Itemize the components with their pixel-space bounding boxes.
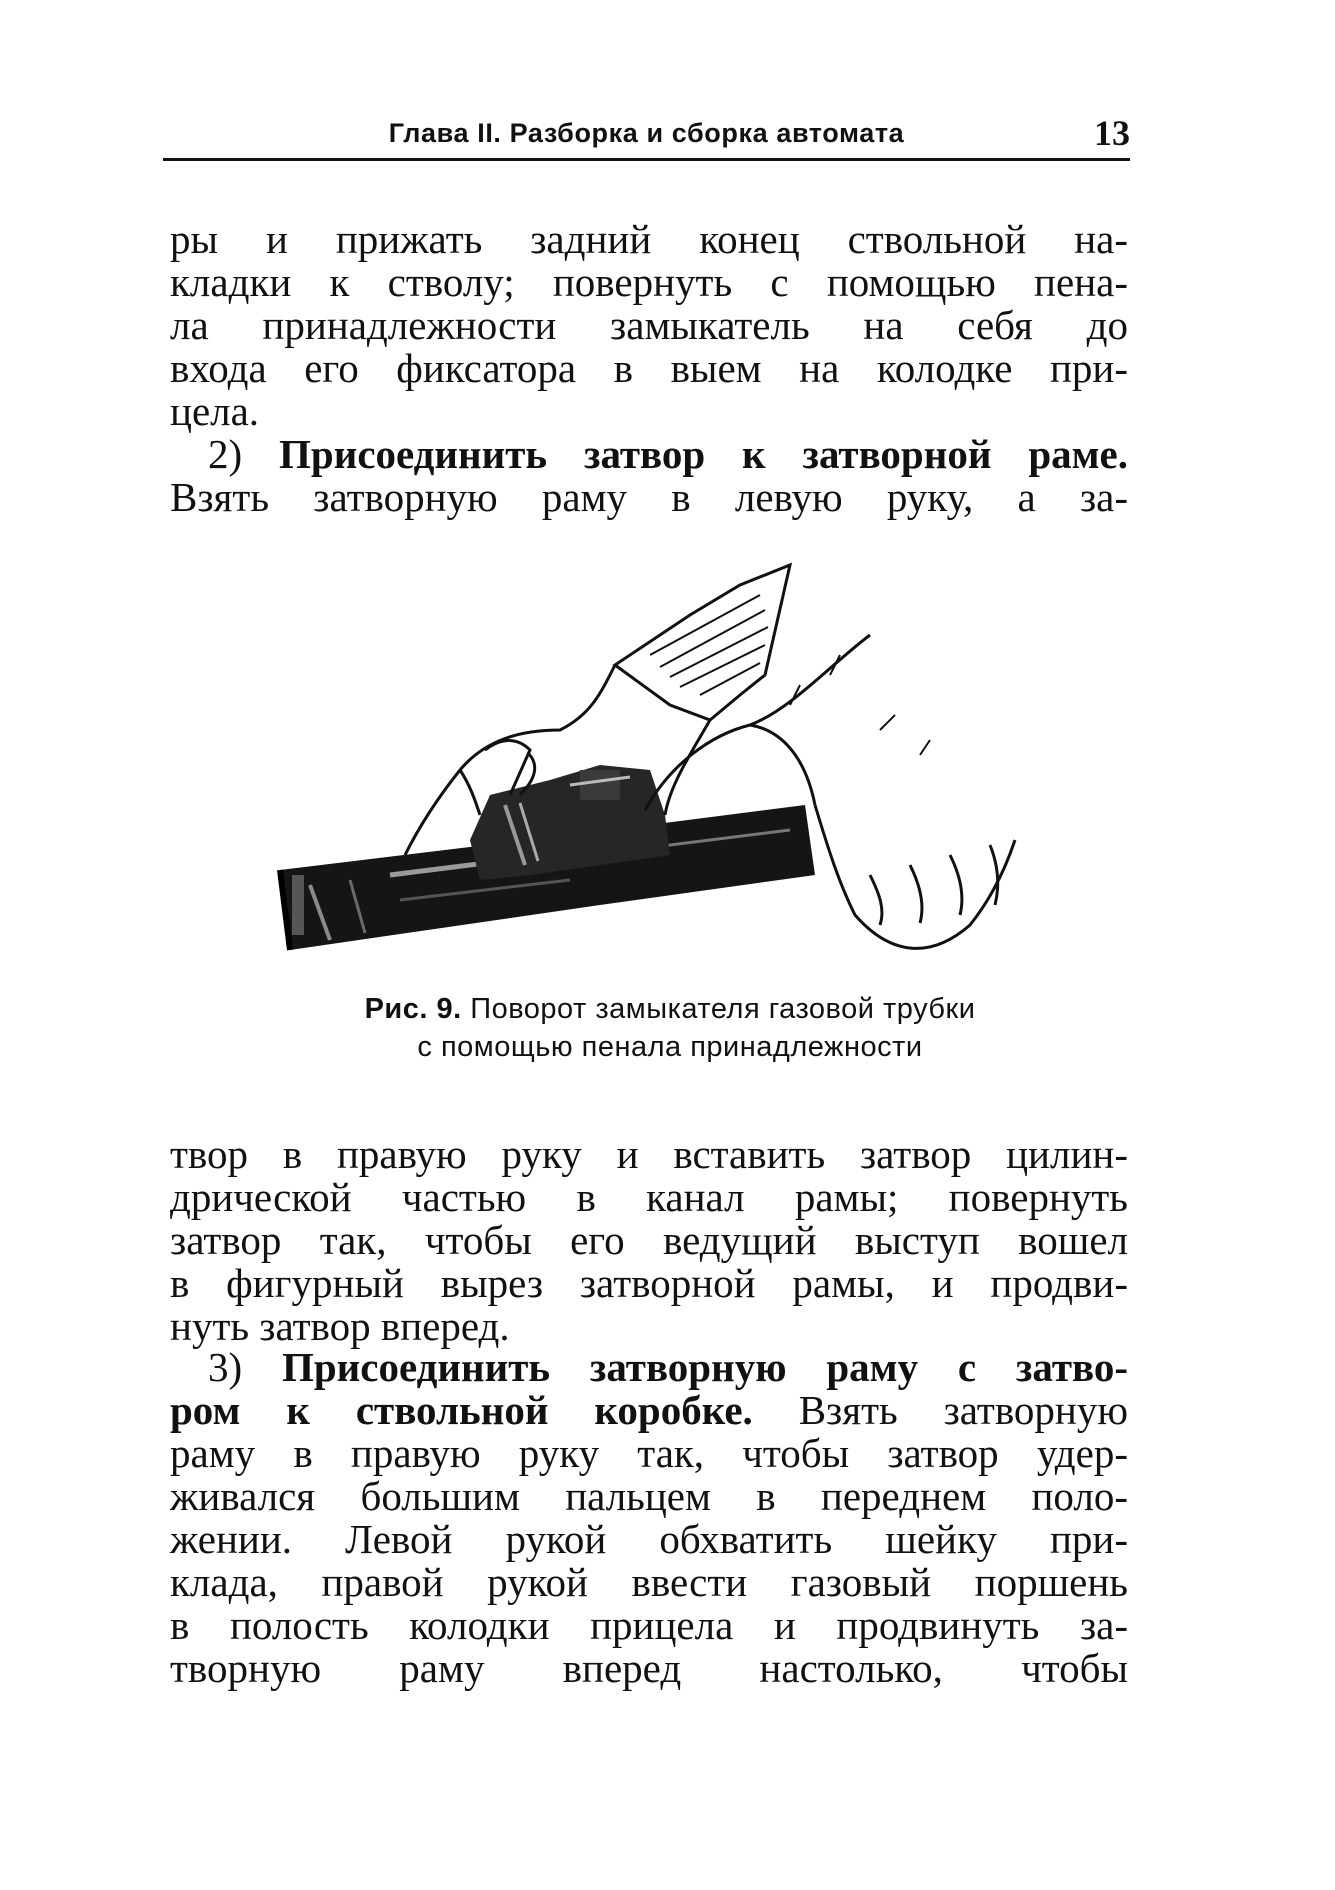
step-heading: Присоединить затвор к затворной раме. bbox=[279, 431, 1129, 477]
paragraph-continuation-2 bbox=[170, 1133, 1128, 1348]
text-line: Взять затворную раму в левую руку, а за- bbox=[170, 474, 1128, 520]
step-heading: Присоединить затворную раму с затво- bbox=[281, 1344, 1128, 1390]
step-heading: ром к ствольной коробке. bbox=[170, 1387, 753, 1433]
page-number: 13 bbox=[1094, 113, 1130, 153]
figure-illustration bbox=[270, 555, 1030, 975]
text-line: творную раму вперед настолько, чтобы bbox=[170, 1645, 1128, 1691]
caption-text: Поворот замыкателя газовой трубки bbox=[470, 993, 976, 1025]
text-line: ла принадлежности замыкатель на себя до bbox=[170, 302, 1128, 348]
text-line: дрической частью в канал рамы; повернуть bbox=[170, 1174, 1128, 1220]
text-line: затвор так, чтобы его ведущий выступ вошел bbox=[170, 1217, 1128, 1263]
step-heading-line bbox=[170, 1389, 1128, 1432]
text-line: кладки к стволу; повернуть с помощью пена- bbox=[170, 259, 1128, 305]
paragraph-step-2 bbox=[170, 433, 1128, 519]
running-header bbox=[163, 112, 1130, 161]
text-line: жении. Левой рукой обхватить шейку при- bbox=[170, 1516, 1128, 1562]
text-line: живался большим пальцем в переднем поло- bbox=[170, 1473, 1128, 1519]
paragraph-step-3 bbox=[170, 1346, 1128, 1690]
step-number: 3) bbox=[208, 1344, 243, 1390]
caption-line: с помощью пенала принадлежности bbox=[417, 1031, 923, 1063]
paragraph-continuation bbox=[170, 218, 1128, 433]
caption-label: Рис. 9. bbox=[364, 993, 462, 1025]
text-line: входа его фиксатора в выем на колодке при- bbox=[170, 345, 1128, 391]
text-line: нуть затвор вперед. bbox=[170, 1303, 510, 1349]
text-line: клада, правой рукой ввести газовый поршень bbox=[170, 1559, 1128, 1605]
text-line: ры и прижать задний конец ствольной на- bbox=[170, 216, 1128, 262]
step-heading-line bbox=[170, 1346, 1128, 1389]
step-number: 2) bbox=[208, 431, 243, 477]
caption-line bbox=[230, 990, 1110, 1028]
text-line: в фигурный вырез затворной рамы, и продви- bbox=[170, 1260, 1128, 1306]
text-line: твор в правую руку и вставить затвор цилин- bbox=[170, 1131, 1128, 1177]
text-line: раму в правую руку так, чтобы затвор удер- bbox=[170, 1430, 1128, 1476]
step-heading-line bbox=[170, 433, 1128, 476]
text-line: цела. bbox=[170, 388, 260, 434]
chapter-title: Глава II. Разборка и сборка автомата bbox=[388, 118, 905, 148]
text-line: в полость колодки прицела и продвинуть за- bbox=[170, 1602, 1128, 1648]
text-fragment: Взять затворную bbox=[798, 1387, 1128, 1433]
figure-caption bbox=[230, 990, 1110, 1066]
